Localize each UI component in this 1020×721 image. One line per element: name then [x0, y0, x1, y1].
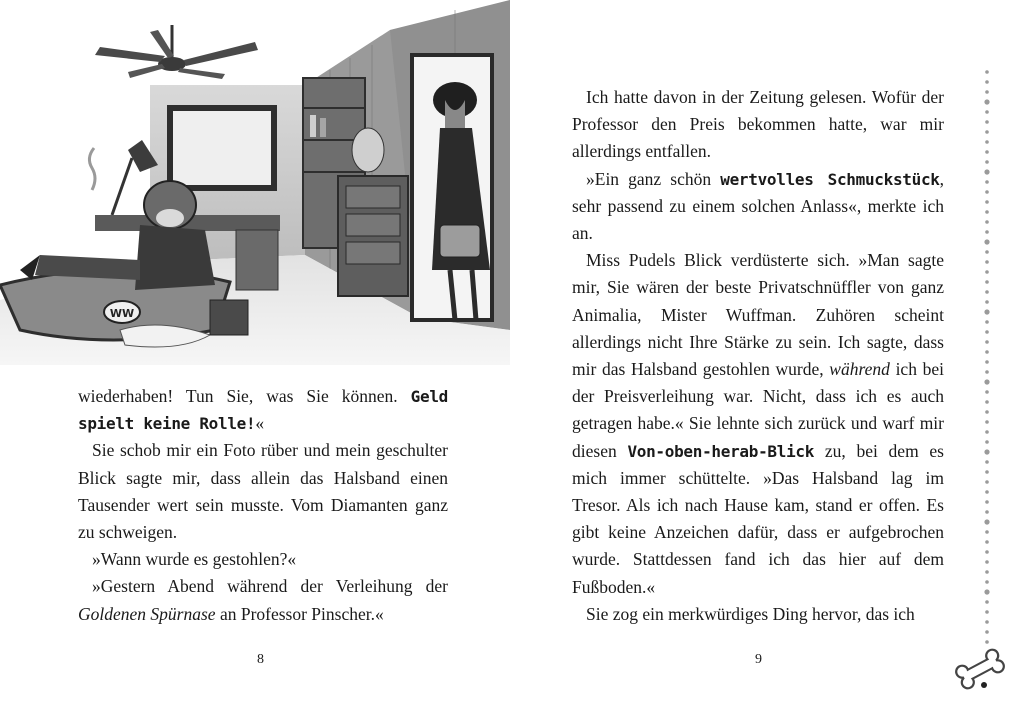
trail-dot	[985, 370, 989, 374]
trail-dot	[985, 280, 989, 284]
trail-dot	[985, 580, 989, 584]
trail-dot	[985, 430, 989, 434]
trail-dot	[985, 300, 989, 304]
trail-dot	[985, 350, 989, 354]
trail-dot	[985, 480, 989, 484]
trail-dot	[985, 500, 989, 504]
trail-dot	[985, 470, 989, 474]
trail-dot	[985, 130, 989, 134]
trail-dot	[985, 610, 989, 614]
trail-dot	[985, 80, 989, 84]
trail-dot	[985, 200, 989, 204]
trail-dot	[984, 99, 989, 104]
trail-dot	[985, 260, 989, 264]
trail-dot	[985, 70, 989, 74]
ceiling-fan-icon	[95, 25, 258, 79]
trail-dot	[985, 330, 989, 334]
trail-dot	[985, 490, 989, 494]
trail-dot	[984, 379, 989, 384]
page-number: 8	[257, 652, 264, 667]
trail-dot	[985, 600, 989, 604]
trail-dot	[985, 120, 989, 124]
trail-dot	[985, 180, 989, 184]
trail-dot	[985, 540, 989, 544]
basket-emblem: WW	[109, 307, 135, 320]
trail-dot	[985, 320, 989, 324]
trail-dot	[985, 360, 989, 364]
trail-dot	[985, 620, 989, 624]
trail-dot	[985, 220, 989, 224]
bone-icon	[950, 644, 1010, 694]
paragraph: Ich hatte davon in der Zeitung gelesen. Wofür der Professor den Preis bekommen hatte, war mir allerdings entfallen.	[572, 87, 944, 162]
trail-dot	[985, 290, 989, 294]
page-number: 9	[755, 652, 762, 667]
trail-dot	[985, 270, 989, 274]
trail-dot	[985, 460, 989, 464]
trail-dot	[985, 440, 989, 444]
trail-dot	[985, 630, 989, 634]
trail-dot	[984, 309, 989, 314]
right-body-text	[572, 84, 944, 628]
trail-dot	[985, 90, 989, 94]
trail-dot	[984, 589, 989, 594]
trail-dot	[984, 519, 989, 524]
trail-dot	[985, 110, 989, 114]
office-illustration	[0, 0, 510, 365]
trail-dot	[984, 239, 989, 244]
paragraph: »Ein ganz schön wertvolles Schmuckstück, sehr passend zu einem solchen Anlass«, merkte ich an.	[572, 168, 944, 244]
trail-dot	[985, 420, 989, 424]
trail-dot	[985, 410, 989, 414]
paragraph: wiederhaben! Tun Sie, was Sie können. Geld spielt keine Rolle!«	[78, 386, 448, 434]
trail-dot	[985, 250, 989, 254]
left-body-text	[78, 383, 448, 628]
paragraph: Sie zog ein merkwürdiges Ding hervor, das ich	[586, 603, 915, 624]
trail-dot	[985, 550, 989, 554]
paragraph: Sie schob mir ein Foto rüber und mein geschulter Blick sagte mir, dass allein das Halsband einen Tausender wert sein musste. Vom Diamanten ganz zu schweigen.	[78, 440, 448, 543]
trail-dot	[985, 530, 989, 534]
trail-dot	[985, 560, 989, 564]
trail-dot	[985, 210, 989, 214]
paragraph: »Wann wurde es gestohlen?«	[92, 549, 297, 570]
paragraph: Miss Pudels Blick verdüsterte sich. »Man sagte mir, Sie wären der beste Privatschnüffler von ganz Animalia, Mister Wuffman. Zuhören scheint allerdings nicht Ihre Stärke zu sein. Ich sagte, dass mir das Halsband gestohlen wurde, während ich bei der Preisverleihung war. Nicht, dass ich es auch getragen habe.« Sie lehnte sich zurück und warf mir diesen Von-oben-herab-Blick zu, bei dem es mich immer schüttelte. »Das Halsband lag im Tresor. Als ich nach Hause kam, stand er offen. Es gibt keine Anzeichen dafür, dass er aufgebrochen wurde. Stattdessen fand ich das hier auf dem Fußboden.«	[572, 250, 944, 597]
paragraph: »Gestern Abend während der Verleihung der Goldenen Spürnase an Professor Pinscher.«	[78, 576, 448, 624]
dotted-trail-decoration	[984, 68, 990, 648]
trail-dot	[985, 190, 989, 194]
trail-dot	[985, 340, 989, 344]
trail-dot	[985, 140, 989, 144]
trail-dot	[985, 510, 989, 514]
trail-dot	[985, 570, 989, 574]
trail-dot	[985, 400, 989, 404]
trail-dot	[984, 449, 989, 454]
trail-dot	[985, 160, 989, 164]
trail-dot	[984, 169, 989, 174]
trail-dot	[985, 230, 989, 234]
trail-dot	[985, 150, 989, 154]
trail-dot	[985, 390, 989, 394]
